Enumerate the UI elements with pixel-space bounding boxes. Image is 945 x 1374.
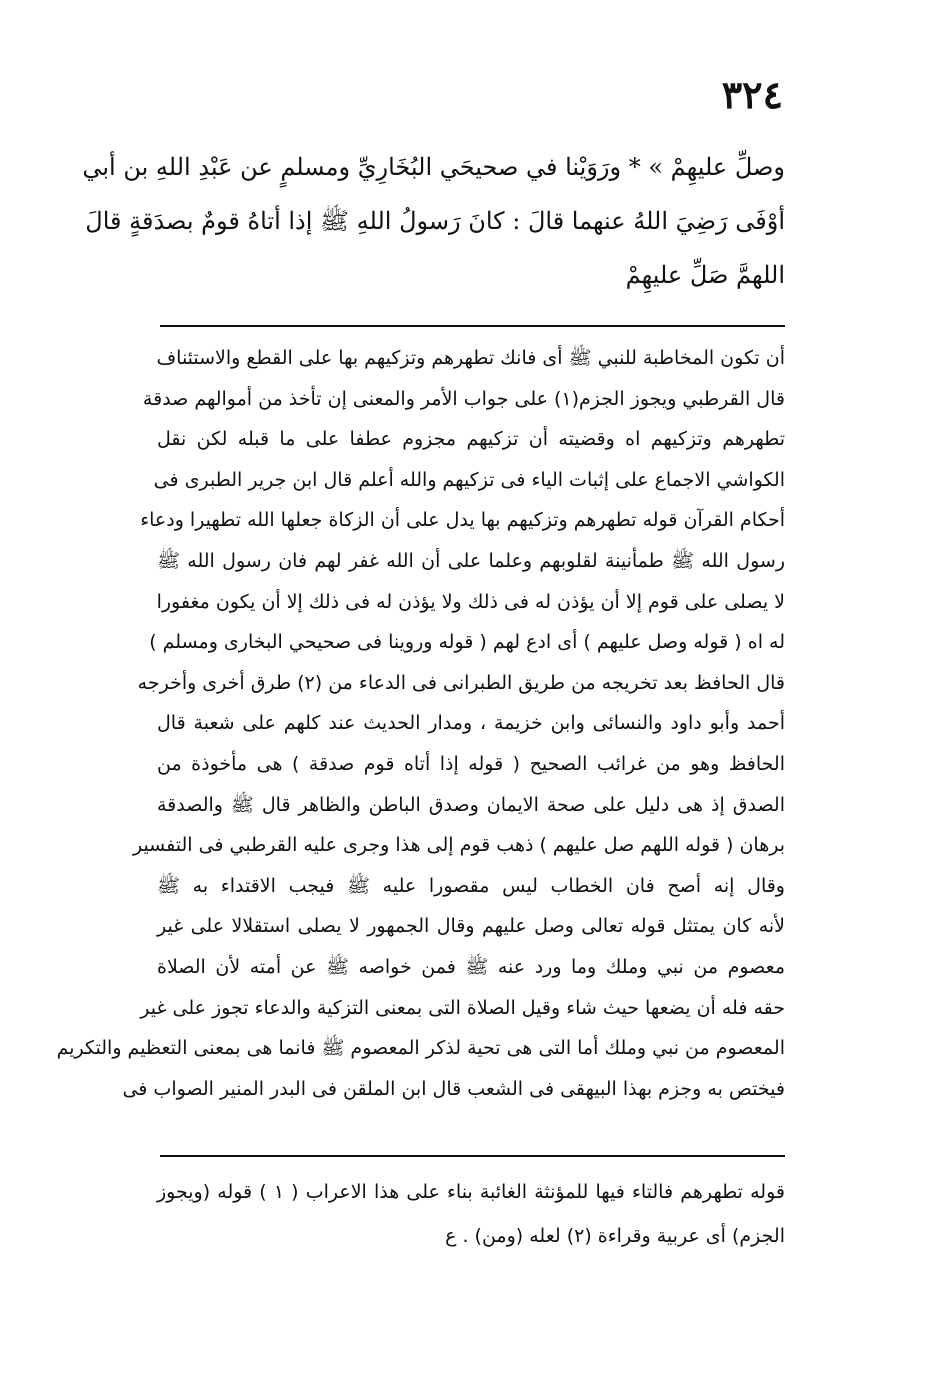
commentary-line: له اه ( قوله وصل عليهم ) أى ادع لهم ( قوله وروينا فى صحيحي البخارى ومسلم ): [149, 631, 785, 654]
main-text-line: أوْفَى رَضِيَ اللهُ عنهما قالَ : كانَ رَسولُ اللهِ ﷺ إذا أتاهُ قومٌ بصدَقةٍ قالَ: [85, 207, 785, 235]
commentary-divider: [160, 325, 785, 327]
commentary-line: الصدق إذ هى دليل على صحة الايمان وصدق الباطن والظاهر قال ﷺ والصدقة: [157, 793, 785, 816]
commentary-block: [56, 338, 785, 1109]
commentary-line: فيختص به وجزم بهذا البيهقى فى الشعب قال ابن الملقن فى البدر المنير الصواب فى: [122, 1077, 785, 1100]
footnote-divider: [160, 1155, 785, 1157]
page-number: ٣٢٤: [721, 72, 783, 117]
commentary-line: لأنه كان يمتثل قوله تعالى وصل عليهم وقال الجمهور لا يصلى استقلالا على غير: [157, 915, 785, 938]
commentary-line: قال الحافظ بعد تخريجه من طريق الطبرانى فى الدعاء من (٢) طرق أخرى وأخرجه: [137, 671, 785, 694]
footnotes-block: [157, 1170, 785, 1258]
footnote-line: الجزم) أى عربية وقراءة (٢) لعله (ومن) . ع: [445, 1225, 785, 1247]
commentary-line: أحكام القرآن قوله تطهرهم وتزكيهم بها يدل على أن الزكاة جعلها الله تطهيرا ودعاء: [140, 509, 785, 532]
main-text-block: [82, 140, 785, 302]
commentary-line: الحافظ وهو من غرائب الصحيح ( قوله إذا أتاه قوم صدقة ) هى مأخوذة من: [157, 752, 785, 775]
commentary-line: أن تكون المخاطبة للنبي ﷺ أى فانك تطهرهم وتزكيهم بها على القطع والاستئناف: [156, 347, 785, 369]
commentary-line: حقه فله أن يضعها حيث شاء وقيل الصلاة التى بمعنى التزكية والدعاء تجوز على غير: [140, 996, 785, 1019]
commentary-line: وقال إنه أصح فان الخطاب ليس مقصورا عليه ﷺ فيجب الاقتداء به ﷺ: [157, 874, 785, 897]
main-text-line: وصلِّ عليهِمْ » * ورَوَيْنا في صحيحَي البُخَارِيِّ ومسلمٍ عن عَبْدِ اللهِ بن أبي: [82, 153, 785, 181]
commentary-line: المعصوم من نبي وملك أما التى هى تحية لذكر المعصوم ﷺ فانما هى بمعنى التعظيم والتكريم: [56, 1037, 785, 1060]
commentary-line: رسول الله ﷺ طمأنينة لقلوبهم وعلما على أن الله غفر لهم فان رسول الله ﷺ: [157, 549, 785, 572]
commentary-line: الكواشي الاجماع على إثبات الياء فى تزكيهم والله أعلم قال ابن جرير الطبرى فى: [153, 468, 785, 491]
footnote-line: قوله تطهرهم فالتاء فيها للمؤنثة الغائبة بناء على هذا الاعراب ( ١ ) قوله (ويجوز: [157, 1181, 785, 1203]
commentary-line: أحمد وأبو داود والنسائى وابن خزيمة ، ومدار الحديث عند كلهم على شعبة قال: [157, 712, 785, 735]
commentary-line: معصوم من نبي وملك وما ورد عنه ﷺ فمن خواصه ﷺ عن أمته لأن الصلاة: [157, 955, 785, 978]
main-text-line: اللهمَّ صَلِّ عليهِمْ: [625, 261, 785, 289]
commentary-line: قال القرطبي ويجوز الجزم(١) على جواب الأمر والمعنى إن تأخذ من أموالهم صدقة: [142, 387, 785, 410]
commentary-line: لا يصلى على قوم إلا أن يؤذن له فى ذلك ولا يؤذن له فى ذلك إلا أن يكون مغفورا: [156, 590, 785, 613]
commentary-line: برهان ( قوله اللهم صل عليهم ) ذهب قوم إلى هذا وجرى عليه القرطبي فى التفسير: [132, 834, 785, 857]
commentary-line: تطهرهم وتزكيهم اه وقضيته أن تزكيهم مجزوم عطفا على ما قبله لكن نقل: [157, 428, 785, 451]
